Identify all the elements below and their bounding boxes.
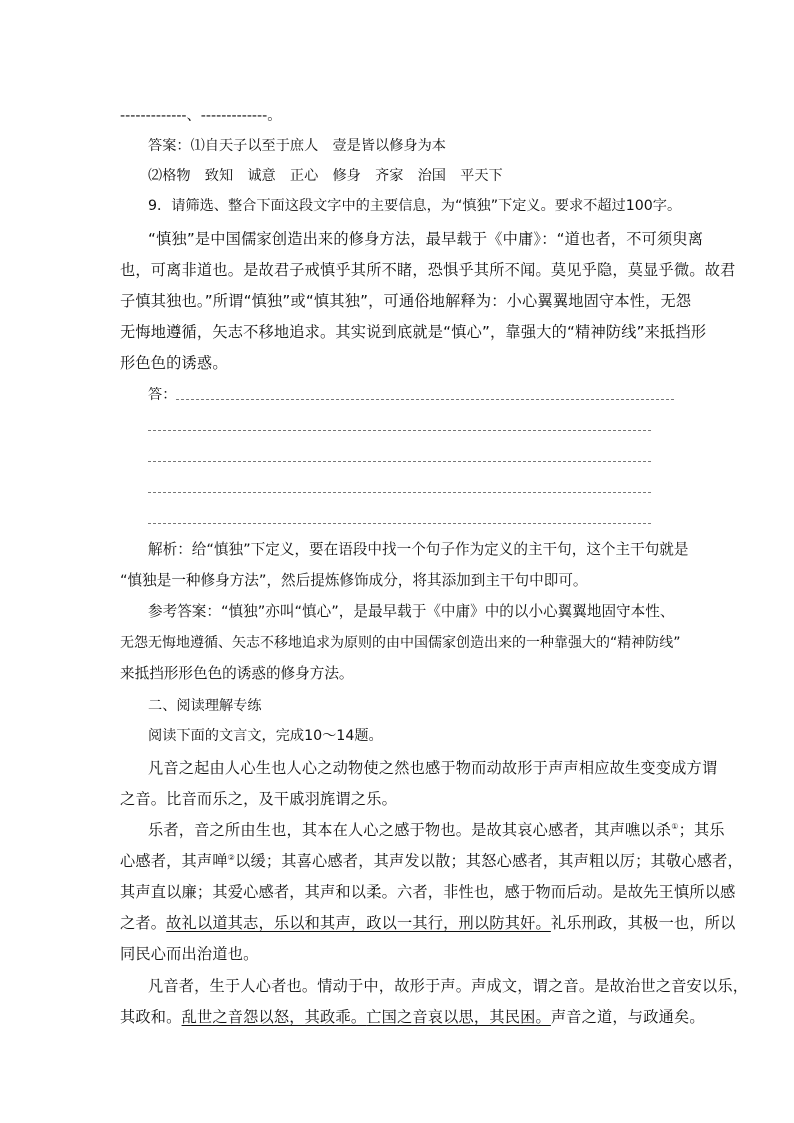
- reading-instruction: 阅读下面的文言文，完成10～14题。: [148, 728, 383, 744]
- answer-text-2: ⑵格物 致知 诚意 正心 修身 齐家 治国 平天下: [148, 168, 503, 184]
- classical-text-line: 凡音之起由人心生也人心之动物使之然也感于物而动故形于声声相应故生变变成方谓: [148, 759, 718, 777]
- answer-text-1: 答案：⑴自天子以至于庶人 壹是皆以修身为本: [148, 138, 446, 154]
- passage-line: “慎独”是中国儒家创造出来的修身方法，最早载于《中庸》：“道也者，不可须臾离: [148, 230, 704, 248]
- answer-label: 答：: [148, 387, 177, 403]
- footnote-marker: ①: [671, 822, 679, 831]
- section-heading: 二、阅读理解专练: [148, 698, 262, 714]
- answer-line: [148, 523, 651, 524]
- classical-text-line: 凡音者，生于人心者也。情动于中，故形于声。声成文，谓之音。是故治世之音安以乐，: [148, 977, 749, 995]
- classical-text-line: [120, 851, 743, 871]
- text-segment: 其政和。: [120, 1008, 182, 1026]
- passage-line: 无悔地遵循，矢志不移地追求。其实说到底就是“慎心”，靠强大的“精神防线”来抵挡形: [120, 323, 707, 341]
- answer-blank-line: -------------、-------------。: [120, 108, 282, 124]
- classical-text-line: 之音。比音而乐之，及干戚羽旄谓之乐。: [120, 790, 397, 808]
- analysis-line: “慎独是一种修身方法”，然后提炼修饰成分，将其添加到主干句中即可。: [120, 572, 588, 589]
- text-segment: ；其乐: [678, 821, 725, 839]
- reference-answer-line: 来抵挡形形色色的诱惑的修身方法。: [120, 665, 354, 682]
- text-segment: 之者。: [120, 914, 167, 932]
- answer-line: [148, 430, 651, 431]
- passage-line: 形色色的诱惑。: [120, 354, 228, 372]
- passage-line: 也，可离非道也。是故君子戒慎乎其所不睹，恐惧乎其所不闻。莫见乎隐，莫显乎微。故君: [120, 261, 736, 279]
- classical-text-line: 其声直以廉；其爱心感者，其声和以柔。六者，非性也，感于物而后动。是故先王慎所以感: [120, 883, 736, 901]
- classical-text-line: [120, 1007, 705, 1027]
- analysis-line: 解析：给“慎独”下定义，要在语段中找一个句子作为定义的主干句，这个主干句就是: [148, 541, 689, 558]
- underlined-sentence: 亡国之音哀以思，其民困。: [366, 1008, 551, 1026]
- text-segment: 以缓；其喜心感者，其声发以散；其怒心感者，其声粗以厉；其敬心感者，: [235, 852, 743, 870]
- reference-answer-line: 无怨无悔地遵循、矢志不移地追求为原则的由中国儒家创造出来的一种靠强大的“精神防线”: [120, 635, 681, 651]
- underlined-sentence: 故礼以道其志，乐以和其声，政以一其行，刑以防其奸。: [166, 914, 551, 932]
- reference-answer-line: 参考答案：“慎独”亦叫“慎心”，是最早载于《中庸》中的以小心翼翼地固守本性、: [148, 603, 675, 620]
- question-9: 9．请筛选、整合下面这段文字中的主要信息，为“慎独”下定义。要求不超过100字。: [148, 198, 682, 214]
- text-segment: 声音之道，与政通矣。: [550, 1008, 705, 1026]
- footnote-marker: ②: [227, 853, 236, 862]
- underlined-sentence: 乱世之音怨以怒，其政乖。: [181, 1008, 367, 1026]
- classical-text-line: [120, 913, 736, 933]
- answer-line: [148, 492, 651, 493]
- text-segment: 心感者，其声啴: [120, 852, 228, 870]
- answer-line: [148, 461, 651, 462]
- classical-text-line: [148, 820, 725, 840]
- classical-text-line: 同民心而出治道也。: [120, 945, 259, 963]
- text-segment: 乐者，音之所由生也，其本在人心之感于物也。是故其哀心感者，其声噍以杀: [148, 821, 672, 839]
- text-segment: 礼乐刑政，其极一也，所以: [550, 914, 736, 932]
- answer-line: [176, 399, 674, 400]
- passage-line: 子慎其独也。”所谓“慎独”或“慎其独”，可通俗地解释为：小心翼翼地固守本性，无怨: [120, 292, 692, 310]
